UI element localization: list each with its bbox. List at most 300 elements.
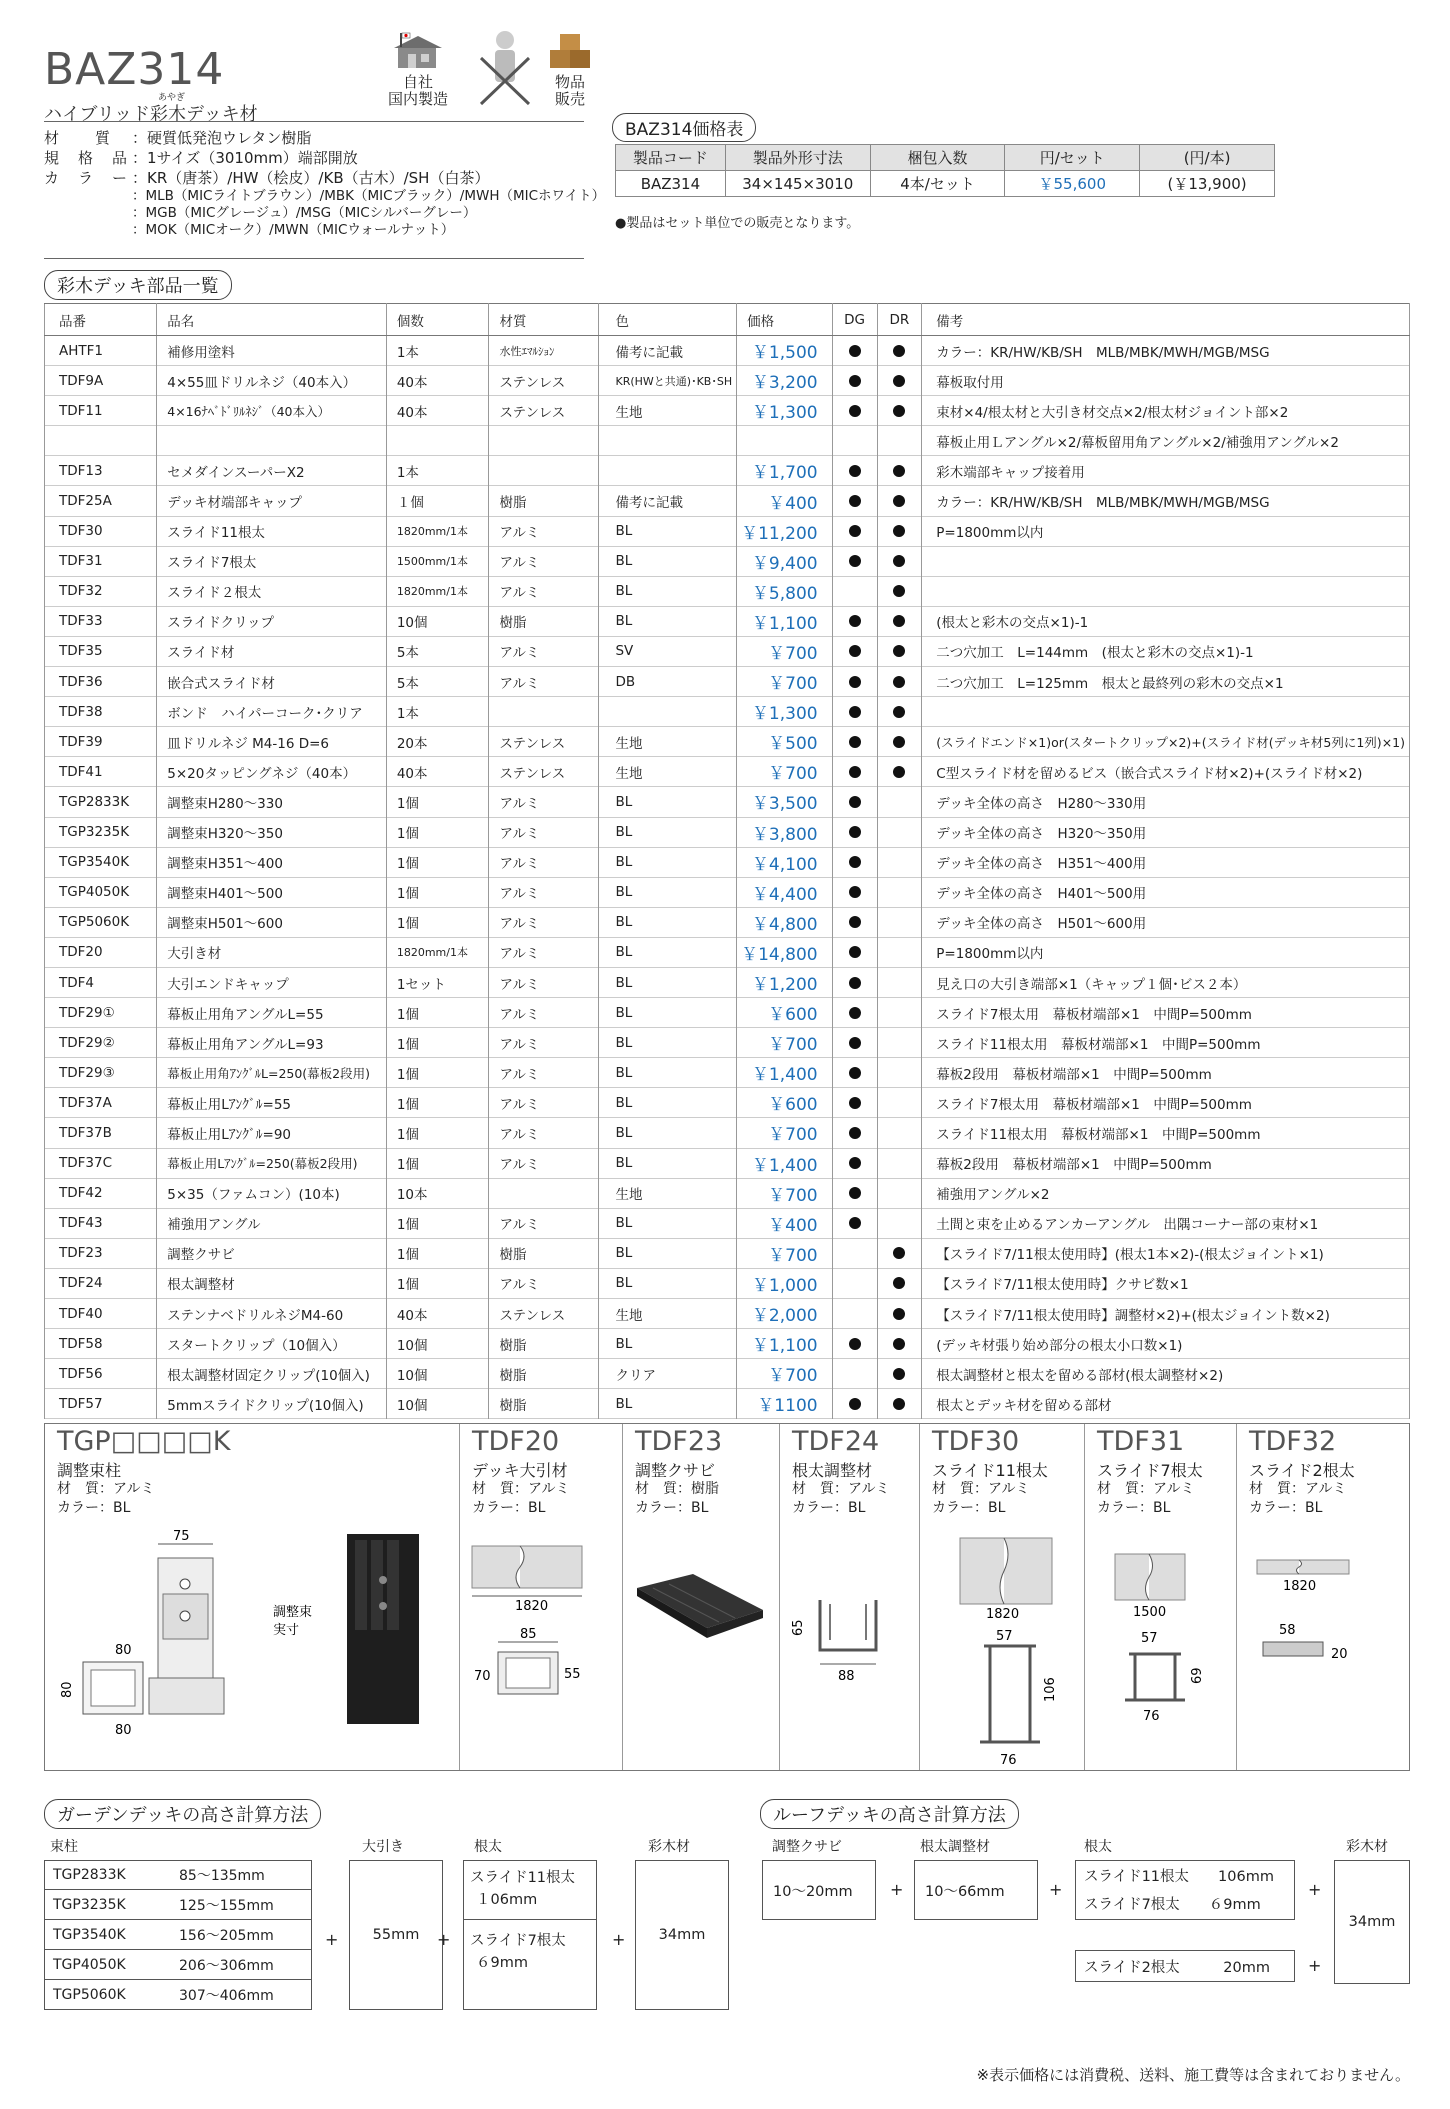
spec-value: ：MLB（MICライトブラウン）/MBK（MICブラック）/MWH（MICホワイト） — [132, 188, 606, 204]
part-name — [157, 426, 387, 456]
garden-joist-cell — [463, 1860, 597, 2010]
diagram-code: TDF30 — [932, 1426, 1020, 1457]
part-dr — [877, 1299, 922, 1329]
garden-head-joist: 根太 — [474, 1839, 502, 1855]
diagram-material — [932, 1480, 1029, 1518]
garden-beam-cell: 55mm — [349, 1860, 443, 2010]
part-code: TDF11 — [45, 396, 157, 426]
bullet-dot — [849, 555, 861, 567]
part-dg — [832, 1118, 877, 1148]
table-row — [45, 1058, 1410, 1088]
part-name: 調整束H351～400 — [157, 847, 387, 877]
part-remarks — [922, 697, 1410, 727]
part-code: TDF37A — [45, 1088, 157, 1118]
price-cell-piece: (￥13,900) — [1140, 171, 1275, 197]
roof-joist1: スライド11根太 106mm — [1084, 1869, 1274, 1885]
part-price: ￥1100 — [737, 1389, 832, 1419]
roof-head-deck: 彩木材 — [1346, 1839, 1388, 1855]
spec-row — [44, 168, 605, 188]
part-material: アルミ — [489, 1208, 599, 1238]
diagram-name: デッキ大引材 — [472, 1461, 568, 1480]
part-remarks: デッキ全体の高さ H280～330用 — [922, 787, 1410, 817]
post-row — [44, 1920, 312, 1950]
table-row — [45, 787, 1410, 817]
product-diagrams — [44, 1423, 1410, 1771]
tdf20-dim-width: 85 — [520, 1627, 537, 1642]
part-code: TDF25A — [45, 486, 157, 516]
part-material: アルミ — [489, 1118, 599, 1148]
part-name: 幕板止用Lｱﾝｸﾞﾙ=55 — [157, 1088, 387, 1118]
part-dg — [832, 1028, 877, 1058]
tdf31-dim-length: 1500 — [1133, 1605, 1167, 1620]
part-color: BL — [599, 787, 737, 817]
subtitle-rule — [44, 121, 584, 122]
part-dg — [832, 877, 877, 907]
part-price: ￥2,000 — [737, 1299, 832, 1329]
part-qty: 1個 — [386, 817, 489, 847]
parts-head-color: 色 — [599, 304, 737, 336]
table-row — [45, 1088, 1410, 1118]
part-qty: 1個 — [386, 1238, 489, 1268]
part-material: 樹脂 — [489, 1238, 599, 1268]
table-row — [45, 697, 1410, 727]
part-dg — [832, 336, 877, 366]
part-remarks: カラー：KR/HW/KB/SH MLB/MBK/MWH/MGB/MSG — [922, 336, 1410, 366]
part-qty — [386, 426, 489, 456]
part-qty: 20本 — [386, 727, 489, 757]
post-range: 156～205mm — [179, 1927, 274, 1944]
part-qty: 10個 — [386, 1329, 489, 1359]
table-row — [45, 1118, 1410, 1148]
table-row — [45, 967, 1410, 997]
part-name: 大引き材 — [157, 937, 387, 967]
part-remarks: スライド11根太用 幕板材端部×1 中間P=500mm — [922, 1118, 1410, 1148]
tgp-caption-1: 調整束 — [273, 1605, 313, 1620]
part-material: ステンレス — [489, 1299, 599, 1329]
tgp-dim-base-bottom: 80 — [115, 1723, 132, 1738]
part-code: TGP4050K — [45, 877, 157, 907]
part-color: BL — [599, 1118, 737, 1148]
part-price: ￥700 — [737, 1118, 832, 1148]
part-material: アルミ — [489, 937, 599, 967]
no-worker-icon — [475, 26, 535, 106]
part-color: BL — [599, 1148, 737, 1178]
part-name: 調整束H280～330 — [157, 787, 387, 817]
plus-sign: + — [1049, 1880, 1063, 1899]
diagram-material-text: 材 質：樹脂 — [635, 1481, 719, 1497]
spec-row — [44, 222, 605, 239]
part-price: ￥700 — [737, 1028, 832, 1058]
part-dr — [877, 1238, 922, 1268]
part-remarks: 幕板取付用 — [922, 366, 1410, 396]
part-material: アルミ — [489, 1028, 599, 1058]
part-qty: 1個 — [386, 1208, 489, 1238]
tdf24-drawing — [780, 1524, 920, 1770]
part-color: BL — [599, 1389, 737, 1419]
part-code: TDF40 — [45, 1299, 157, 1329]
part-price: ￥1,400 — [737, 1058, 832, 1088]
bullet-dot — [893, 766, 905, 778]
part-qty: 1本 — [386, 697, 489, 727]
part-dr — [877, 366, 922, 396]
part-color: 備考に記載 — [599, 336, 737, 366]
diagram-tdf32 — [1237, 1424, 1409, 1770]
diagram-material-text: 材 質：アルミ — [932, 1481, 1030, 1497]
part-material: 樹脂 — [489, 1389, 599, 1419]
bullet-dot — [849, 1007, 861, 1019]
part-qty: 1個 — [386, 1118, 489, 1148]
table-row — [45, 486, 1410, 516]
part-price: ￥4,400 — [737, 877, 832, 907]
part-dg — [832, 847, 877, 877]
tdf20-dim-h1: 70 — [474, 1669, 491, 1684]
part-code: TDF33 — [45, 606, 157, 636]
bullet-dot — [893, 375, 905, 387]
garden-head-deck: 彩木材 — [648, 1839, 690, 1855]
part-material: アルミ — [489, 516, 599, 546]
diagram-tgp — [45, 1424, 460, 1770]
bullet-dot — [849, 796, 861, 808]
part-material: アルミ — [489, 817, 599, 847]
part-price: ￥400 — [737, 486, 832, 516]
part-name: 補強用アングル — [157, 1208, 387, 1238]
table-row — [45, 1178, 1410, 1208]
bullet-dot — [849, 736, 861, 748]
price-cell-pack: 4本/セット — [870, 171, 1005, 197]
part-price: ￥1,500 — [737, 336, 832, 366]
part-name: 幕板止用角アングルL=55 — [157, 998, 387, 1028]
part-qty: 40本 — [386, 366, 489, 396]
part-price: ￥700 — [737, 1359, 832, 1389]
roof-joist2: スライド7根太 ６9mm — [1084, 1897, 1261, 1913]
tdf30-dim-top: 57 — [996, 1629, 1013, 1644]
roof-joist-cell — [1075, 1860, 1295, 1920]
bullet-dot — [893, 1308, 905, 1320]
tdf32-drawing — [1237, 1524, 1409, 1770]
badge-goods-line2: 販売 — [554, 90, 585, 108]
part-color: BL — [599, 1329, 737, 1359]
part-code: TDF24 — [45, 1268, 157, 1298]
bullet-dot — [893, 1277, 905, 1289]
spec-row — [44, 188, 605, 205]
part-remarks: スライド11根太用 幕板材端部×1 中間P=500mm — [922, 1028, 1410, 1058]
diagram-material-text: 材 質：アルミ — [1097, 1481, 1195, 1497]
diagram-material — [635, 1480, 719, 1518]
part-remarks: 【スライド7/11根太使用時】(根太1本×2)-(根太ジョイント×1) — [922, 1238, 1410, 1268]
diagram-material-text: 材 質：アルミ — [472, 1481, 570, 1497]
part-price: ￥5,800 — [737, 576, 832, 606]
garden-post-list — [44, 1860, 312, 2010]
price-head-code: 製品コード — [616, 145, 726, 171]
parts-head-code: 品番 — [45, 304, 157, 336]
part-color: BL — [599, 847, 737, 877]
table-row — [45, 456, 1410, 486]
bullet-dot — [849, 375, 861, 387]
part-qty: 1本 — [386, 456, 489, 486]
tdf31-dim-bottom: 76 — [1143, 1709, 1160, 1724]
table-row — [45, 336, 1410, 366]
bullet-dot — [849, 706, 861, 718]
diagram-name: スライド2根太 — [1249, 1461, 1355, 1480]
bullet-dot — [849, 1097, 861, 1109]
table-row — [45, 426, 1410, 456]
section-rule — [44, 258, 584, 259]
post-code: TGP5060K — [53, 1986, 126, 2003]
plus-sign: + — [1308, 1880, 1322, 1899]
part-code: TDF13 — [45, 456, 157, 486]
part-dr — [877, 817, 922, 847]
part-dr — [877, 1208, 922, 1238]
bullet-dot — [849, 465, 861, 477]
part-color: DB — [599, 667, 737, 697]
part-name: 根太調整材固定クリップ(10個入) — [157, 1359, 387, 1389]
part-code: TDF29② — [45, 1028, 157, 1058]
part-dg — [832, 1359, 877, 1389]
part-remarks: (根太と彩木の交点×1)-1 — [922, 606, 1410, 636]
part-dr — [877, 727, 922, 757]
part-dg — [832, 1389, 877, 1419]
part-material: 樹脂 — [489, 606, 599, 636]
bullet-dot — [849, 946, 861, 958]
part-material: アルミ — [489, 1148, 599, 1178]
part-qty: 1個 — [386, 998, 489, 1028]
part-remarks: P=1800mm以内 — [922, 516, 1410, 546]
part-name: 皿ドリルネジ M4-16 D=6 — [157, 727, 387, 757]
diagram-name: 調整束柱 — [57, 1461, 122, 1480]
part-remarks: 束材×4/根太材と大引き材交点×2/根太材ジョイント部×2 — [922, 396, 1410, 426]
part-color — [599, 456, 737, 486]
badge-domestic-line1: 自社 — [402, 73, 433, 91]
part-code: TDF29③ — [45, 1058, 157, 1088]
part-color: BL — [599, 1058, 737, 1088]
part-name: 4×55皿ドリルネジ（40本入） — [157, 366, 387, 396]
part-code: TDF37C — [45, 1148, 157, 1178]
diagram-code: TDF20 — [472, 1426, 560, 1457]
part-price: ￥700 — [737, 667, 832, 697]
part-dr — [877, 546, 922, 576]
part-name: スタートクリップ（10個入） — [157, 1329, 387, 1359]
part-material: アルミ — [489, 546, 599, 576]
part-dr — [877, 1329, 922, 1359]
garden-joist1-val: １06mm — [464, 1889, 596, 1920]
diagram-color-text: カラー：BL — [472, 1500, 546, 1516]
diagram-tdf24 — [780, 1424, 920, 1770]
part-dr — [877, 1148, 922, 1178]
part-dr — [877, 937, 922, 967]
part-dg — [832, 366, 877, 396]
diagram-color-text: カラー：BL — [635, 1500, 709, 1516]
table-row — [45, 546, 1410, 576]
table-row — [45, 576, 1410, 606]
part-name: 調整束H320～350 — [157, 817, 387, 847]
roof-head-wedge: 調整クサビ — [772, 1839, 842, 1855]
part-price: ￥3,800 — [737, 817, 832, 847]
bullet-dot — [849, 886, 861, 898]
part-remarks: 二つ穴加工 L=144mm (根太と彩木の交点×1)-1 — [922, 636, 1410, 666]
plus-sign: + — [437, 1930, 451, 1949]
part-material: アルミ — [489, 787, 599, 817]
price-head-piece: (円/本) — [1140, 145, 1275, 171]
table-row — [45, 606, 1410, 636]
part-name: 嵌合式スライド材 — [157, 667, 387, 697]
price-cell-set: ￥55,600 — [1005, 171, 1140, 197]
part-remarks: カラー：KR/HW/KB/SH MLB/MBK/MWH/MGB/MSG — [922, 486, 1410, 516]
ruby-text: あやぎ — [158, 93, 186, 103]
spec-list — [44, 128, 605, 239]
price-head-set: 円/セット — [1005, 145, 1140, 171]
part-qty: 1個 — [386, 1088, 489, 1118]
table-row — [45, 757, 1410, 787]
parts-head-name: 品名 — [157, 304, 387, 336]
part-dg — [832, 697, 877, 727]
part-code: TDF56 — [45, 1359, 157, 1389]
parts-head-dg: DG — [832, 304, 877, 336]
bullet-dot — [893, 1338, 905, 1350]
part-code: TDF38 — [45, 697, 157, 727]
part-name: 調整クサビ — [157, 1238, 387, 1268]
part-color: BL — [599, 998, 737, 1028]
bullet-dot — [893, 1398, 905, 1410]
part-price: ￥4,100 — [737, 847, 832, 877]
part-material: アルミ — [489, 967, 599, 997]
tgp-caption-2: 実寸 — [273, 1623, 300, 1638]
diagram-name: 根太調整材 — [792, 1461, 873, 1480]
parts-head-material: 材質 — [489, 304, 599, 336]
parts-head-dr: DR — [877, 304, 922, 336]
part-dg — [832, 967, 877, 997]
part-dg — [832, 486, 877, 516]
part-color: クリア — [599, 1359, 737, 1389]
garden-head-post: 束柱 — [50, 1839, 78, 1855]
diagram-color-text: カラー：BL — [932, 1500, 1006, 1516]
part-color: BL — [599, 516, 737, 546]
bullet-dot — [849, 1157, 861, 1169]
bullet-dot — [849, 345, 861, 357]
part-price: ￥1,300 — [737, 396, 832, 426]
part-code: TDF4 — [45, 967, 157, 997]
part-dr — [877, 907, 922, 937]
part-name: セメダインスーパーX2 — [157, 456, 387, 486]
spec-row — [44, 148, 605, 168]
part-code: TDF30 — [45, 516, 157, 546]
post-row — [44, 1890, 312, 1920]
part-material — [489, 697, 599, 727]
part-dg — [832, 907, 877, 937]
part-material: 樹脂 — [489, 1329, 599, 1359]
part-price: ￥700 — [737, 757, 832, 787]
bullet-dot — [849, 1398, 861, 1410]
diagram-material-text: 材 質：アルミ — [792, 1481, 890, 1497]
part-remarks: 補強用アングル×2 — [922, 1178, 1410, 1208]
part-dr — [877, 336, 922, 366]
part-dr — [877, 606, 922, 636]
spec-row — [44, 205, 605, 222]
part-dg — [832, 606, 877, 636]
part-price: ￥3,200 — [737, 366, 832, 396]
part-dg — [832, 516, 877, 546]
price-table — [615, 144, 1275, 197]
badge-domestic — [378, 30, 458, 115]
parts-head-qty: 個数 — [386, 304, 489, 336]
part-qty: 1個 — [386, 847, 489, 877]
table-row — [45, 727, 1410, 757]
part-dg — [832, 787, 877, 817]
part-qty: 40本 — [386, 396, 489, 426]
price-cell-size: 34×145×3010 — [725, 171, 870, 197]
table-row — [45, 366, 1410, 396]
part-color: BL — [599, 907, 737, 937]
part-name: 5×20タッピングネジ（40本） — [157, 757, 387, 787]
part-price: ￥1,400 — [737, 1148, 832, 1178]
part-dr — [877, 1178, 922, 1208]
post-range: 206～306mm — [179, 1957, 274, 1974]
part-dr — [877, 847, 922, 877]
part-qty: 1本 — [386, 336, 489, 366]
part-name: 調整束H401～500 — [157, 877, 387, 907]
diagram-name: スライド7根太 — [1097, 1461, 1203, 1480]
bullet-dot — [849, 856, 861, 868]
part-qty: 10個 — [386, 1359, 489, 1389]
part-code: TDF20 — [45, 937, 157, 967]
part-remarks: 幕板2段用 幕板材端部×1 中間P=500mm — [922, 1058, 1410, 1088]
price-table-title: BAZ314価格表 — [612, 113, 756, 142]
bullet-dot — [893, 495, 905, 507]
spec-key: 規 格 品 — [44, 149, 130, 167]
tdf30-dim-bottom: 76 — [1000, 1753, 1017, 1768]
part-dg — [832, 546, 877, 576]
part-remarks: デッキ全体の高さ H501～600用 — [922, 907, 1410, 937]
part-material: アルミ — [489, 1088, 599, 1118]
tdf24-dim-w: 88 — [838, 1669, 855, 1684]
part-name: 補修用塗料 — [157, 336, 387, 366]
plus-sign: + — [1308, 1956, 1322, 1975]
table-row — [45, 1268, 1410, 1298]
diagram-code: TGP□□□□K — [57, 1426, 231, 1457]
part-code: TDF39 — [45, 727, 157, 757]
price-head-pack: 梱包入数 — [870, 145, 1005, 171]
part-remarks: 幕板止用Ｌアングル×2/幕板留用角アングル×2/補強用アングル×2 — [922, 426, 1410, 456]
part-name: 幕板止用Lｱﾝｸﾞﾙ=90 — [157, 1118, 387, 1148]
bullet-dot — [893, 1368, 905, 1380]
garden-joist1-name: スライド11根太 — [470, 1870, 576, 1886]
part-name: スライド２根太 — [157, 576, 387, 606]
price-head-size: 製品外形寸法 — [725, 145, 870, 171]
post-row — [44, 1950, 312, 1980]
roof-wedge-cell: 10～20mm — [762, 1860, 876, 1920]
part-dg — [832, 1299, 877, 1329]
bullet-dot — [893, 585, 905, 597]
part-dg — [832, 998, 877, 1028]
badge-goods-sale — [530, 30, 610, 115]
part-dg — [832, 727, 877, 757]
tdf24-dim-h: 65 — [791, 1619, 806, 1636]
part-name: 5mmスライドクリップ(10個入) — [157, 1389, 387, 1419]
part-name: 大引エンドキャップ — [157, 967, 387, 997]
part-code: TDF35 — [45, 636, 157, 666]
part-price: ￥1,700 — [737, 456, 832, 486]
part-price: ￥1,000 — [737, 1268, 832, 1298]
post-row — [44, 1980, 312, 2010]
part-name: デッキ材端部キャップ — [157, 486, 387, 516]
part-price: ￥9,400 — [737, 546, 832, 576]
part-remarks — [922, 576, 1410, 606]
part-price: ￥3,500 — [737, 787, 832, 817]
tdf20-dim-length: 1820 — [515, 1599, 549, 1614]
part-material: アルミ — [489, 636, 599, 666]
part-color: BL — [599, 546, 737, 576]
part-price: ￥600 — [737, 998, 832, 1028]
part-name: 幕板止用Lｱﾝｸﾞﾙ=250(幕板2段用) — [157, 1148, 387, 1178]
